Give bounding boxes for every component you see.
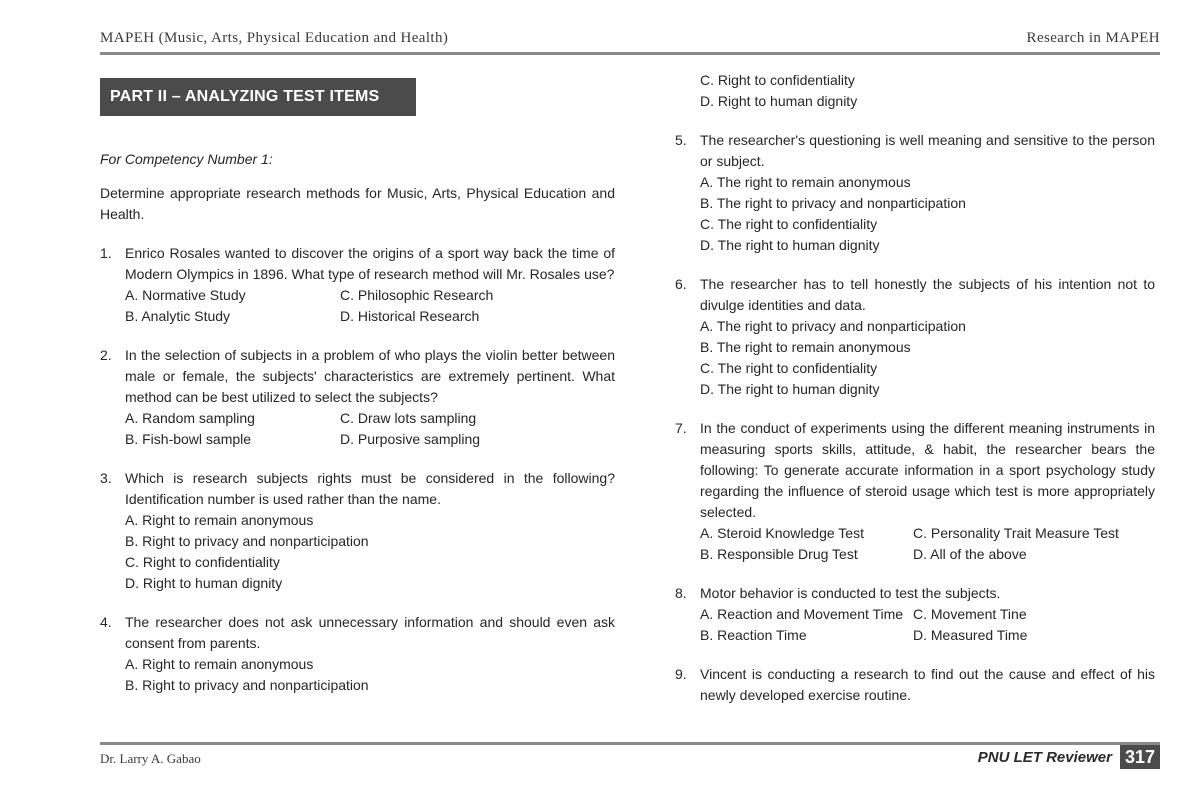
option: A. Right to remain anonymous <box>125 656 314 672</box>
question-number: 6. <box>675 276 687 292</box>
question-6 <box>675 274 1155 400</box>
competency-heading: For Competency Number 1: <box>100 151 273 167</box>
question-3 <box>100 468 615 594</box>
option: A. Right to remain anonymous <box>125 512 314 528</box>
option: C. The right to confidentiality <box>700 216 878 232</box>
option: B. Right to privacy and nonparticipation <box>125 533 369 549</box>
option: B. Responsible Drug Test <box>700 546 858 562</box>
question-number: 1. <box>100 245 112 261</box>
option: A. Normative Study <box>125 287 246 303</box>
option: A. Reaction and Movement Time <box>700 606 904 622</box>
question-text: In the selection of subjects in a problem of who plays the violin better between male or female, the subjects' characteristics are extremely pertinent. What method can be best utilized to select the subjects? <box>125 347 615 405</box>
header-rule <box>100 52 1160 55</box>
question-text: Vincent is conducting a research to find out the cause and effect of his newly developed exercise routine. <box>700 666 1155 703</box>
question-1 <box>100 243 615 327</box>
option: A. Random sampling <box>125 410 255 426</box>
question-7 <box>675 418 1155 565</box>
option: B. The right to privacy and nonparticipation <box>700 195 966 211</box>
question-number: 4. <box>100 614 112 630</box>
page-footer <box>100 742 1160 772</box>
question-text: The researcher does not ask unnecessary information and should even ask consent from parents. <box>125 614 615 651</box>
answer-options <box>125 408 615 450</box>
option: C. Philosophic Research <box>340 287 494 303</box>
right-column <box>675 70 1155 706</box>
footer-author: Dr. Larry A. Gabao <box>100 751 201 766</box>
option: D. Right to human dignity <box>125 575 283 591</box>
question-number: 5. <box>675 132 687 148</box>
option: D. Right to human dignity <box>700 93 858 109</box>
question-5 <box>675 130 1155 256</box>
question-2 <box>100 345 615 450</box>
page-number: 317 <box>1120 745 1160 769</box>
question-number: 7. <box>675 420 687 436</box>
option: C. Draw lots sampling <box>340 410 477 426</box>
question-4-continued <box>675 70 1155 112</box>
option: C. Right to confidentiality <box>700 72 855 88</box>
option: D. Historical Research <box>340 308 480 324</box>
option: C. Movement Tine <box>913 606 1027 622</box>
header-book-title: MAPEH (Music, Arts, Physical Education and Health) <box>100 30 449 46</box>
option: B. Fish-bowl sample <box>125 431 252 447</box>
option: D. The right to human dignity <box>700 381 880 397</box>
option: A. The right to privacy and nonparticipation <box>700 318 966 334</box>
page-header <box>100 28 1160 58</box>
part-title-banner: PART II – ANALYZING TEST ITEMS <box>100 78 416 116</box>
question-number: 2. <box>100 347 112 363</box>
footer-reviewer-title: PNU LET Reviewer <box>977 748 1112 766</box>
question-number: 8. <box>675 585 687 601</box>
question-text: Motor behavior is conducted to test the subjects. <box>700 585 1001 601</box>
question-text: Enrico Rosales wanted to discover the origins of a sport way back the time of Modern Olympics in 1896. What type of research method will Mr. Rosales use? <box>125 245 615 282</box>
option: D. Purposive sampling <box>340 431 481 447</box>
question-number: 9. <box>675 666 687 682</box>
header-section-title: Research in MAPEH <box>1026 30 1160 46</box>
option: D. All of the above <box>913 546 1027 562</box>
answer-options <box>700 523 1155 565</box>
option: A. Steroid Knowledge Test <box>700 525 864 541</box>
answer-options <box>700 604 1155 646</box>
option: C. The right to confidentiality <box>700 360 878 376</box>
option: A. The right to remain anonymous <box>700 174 911 190</box>
question-8 <box>675 583 1155 646</box>
question-9 <box>675 664 1155 706</box>
option: C. Personality Trait Measure Test <box>913 525 1119 541</box>
question-text: The researcher has to tell honestly the subjects of his intention not to divulge identities and data. <box>700 276 1155 313</box>
option: C. Right to confidentiality <box>125 554 280 570</box>
option: D. The right to human dignity <box>700 237 880 253</box>
option: B. Right to privacy and nonparticipation <box>125 677 369 693</box>
question-text: In the conduct of experiments using the different meaning instruments in measuring sports skills, attitude, & habit, the researcher bears the following: To generate accurate information in a sport psychology study regarding the influence of steroid usage which test is more appropriately selected. <box>700 420 1155 520</box>
question-number: 3. <box>100 470 112 486</box>
option: B. Analytic Study <box>125 308 231 324</box>
option: D. Measured Time <box>913 627 1028 643</box>
answer-options <box>125 285 615 327</box>
left-column <box>100 149 615 696</box>
question-text: Which is research subjects rights must be considered in the following? Identification number is used rather than the name. <box>125 470 615 507</box>
question-text: The researcher's questioning is well meaning and sensitive to the person or subject. <box>700 132 1155 169</box>
option: B. The right to remain anonymous <box>700 339 911 355</box>
option: B. Reaction Time <box>700 627 807 643</box>
competency-description: Determine appropriate research methods for Music, Arts, Physical Education and Health. <box>100 185 615 222</box>
question-4 <box>100 612 615 696</box>
